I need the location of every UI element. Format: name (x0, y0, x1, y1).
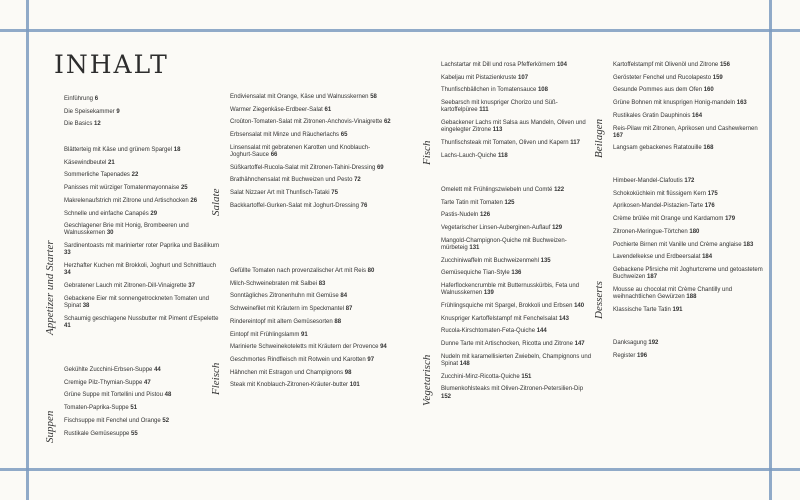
toc-entry-title: Die Speisekammer (64, 108, 115, 115)
toc-entry (230, 306, 392, 313)
toc-entry-page: 172 (684, 178, 695, 184)
toc-entry (230, 281, 392, 288)
toc-entry-page: 143 (558, 315, 569, 322)
toc-entry-title: Mangold-Champignon-Quiche mit Buchweizen-mürbeteig (441, 237, 567, 252)
toc-entry-title: Linsensalat mit gebratenen Karotten und Knoblauch-Joghurt-Sauce (230, 144, 371, 159)
toc-entry-title: Klassische Tarte Tatin (613, 306, 671, 313)
toc-entry-page: 136 (511, 270, 522, 277)
toc-entry-title: Lachs-Lauch-Quiche (441, 152, 497, 159)
toc-entry (64, 147, 224, 154)
toc-entry-page: 148 (459, 361, 470, 368)
toc-entry-title: Knuspriger Kartoffelstampf mit Fenchelsalat (441, 315, 558, 322)
toc-entry (230, 94, 392, 101)
toc-entry-page: 156 (719, 62, 730, 68)
toc-entry-title: Rustikale Gemüsesuppe (64, 430, 130, 437)
toc-entry-page: 139 (483, 290, 494, 297)
toc-entry-title: Omelett mit Frühlingszwiebeln und Comté (441, 187, 553, 193)
toc-entry-page: 6 (94, 96, 99, 102)
toc-entry-title: Gekühlte Zucchini-Erbsen-Suppe (64, 367, 153, 373)
toc-entry-title: Eintopf mit Frühlingslamm (230, 331, 300, 338)
toc-entries (613, 178, 765, 319)
toc-entry (64, 211, 224, 218)
toc-entry-title: Blätterteig mit Käse und grünem Spargel (64, 147, 173, 153)
toc-entry-title: Pastis-Nudeln (441, 212, 479, 219)
toc-entry (230, 132, 392, 139)
toc-entry-page: 22 (131, 172, 139, 179)
section-label: Vegetarisch (421, 354, 433, 406)
toc-entry (613, 267, 765, 281)
toc-entry (64, 283, 224, 290)
toc-entry-title: Gemüsequiche Tian-Style (441, 270, 510, 277)
toc-entry-page: 152 (441, 393, 452, 400)
toc-entry-page: 58 (370, 94, 377, 100)
toc-entries (613, 62, 765, 158)
toc-entry-page: 38 (82, 302, 90, 309)
toc-entry-title: Endiviensalat mit Orange, Käse und Walnusskernen (230, 94, 369, 100)
toc-entry-page: 84 (340, 293, 348, 300)
toc-entry-title: Blumenkohlsteaks mit Oliven-Zitronen-Petersilien-Dip (441, 386, 584, 393)
toc-entry (613, 75, 765, 82)
toc-entry (230, 119, 392, 126)
toc-entry-page: 196 (637, 352, 648, 359)
toc-entry (441, 341, 593, 348)
toc-entry-page: 80 (367, 268, 375, 274)
toc-entries (441, 62, 593, 165)
toc-entry (441, 303, 593, 310)
toc-entry-page: 18 (173, 147, 181, 153)
toc-entry (441, 258, 593, 265)
toc-entry-title: Grüne Suppe mit Tortellini und Pistou (64, 392, 163, 399)
toc-entries (441, 187, 593, 406)
toc-entry (64, 96, 224, 103)
toc-entry-title: Thunfischsteak mit Tomaten, Oliven und Kapern (441, 139, 569, 146)
section-label: Fisch (421, 140, 433, 165)
toc-entry (441, 87, 593, 94)
toc-entry-title: Himbeer-Mandel-Clafoutis (613, 178, 683, 184)
toc-entry-page: 34 (64, 270, 71, 277)
toc-entry (613, 287, 765, 301)
toc-entry-page: 88 (334, 318, 342, 325)
toc-entry (613, 254, 765, 261)
toc-entry-page: 97 (367, 356, 375, 363)
toc-entry (64, 109, 224, 116)
toc-entry (64, 121, 224, 128)
toc-entry (230, 357, 392, 364)
toc-entry-title: Rustikales Gratin Dauphinois (613, 112, 691, 119)
toc-entry (64, 367, 224, 374)
toc-entry-title: Gebackene Eier mit sonnengetrockneten Tomaten und Spinat (64, 295, 209, 309)
toc-entry-page: 144 (536, 328, 547, 335)
toc-entry-page: 126 (480, 212, 491, 219)
toc-entry-title: Panisses mit würziger Tomatenmayonnaise (64, 185, 180, 192)
toc-entry-title: Mousse au chocolat mit Crème Chantilly und weihnachtlichen Gewürzen (613, 286, 733, 301)
toc-entry-title: Kartoffelstampf mit Olivenöl und Zitrone (613, 62, 719, 68)
toc-entry (613, 307, 765, 314)
toc-entry-title: Frühlingsquiche mit Spargel, Brokkoli und Erbsen (441, 303, 573, 310)
toc-entry-page: 62 (383, 119, 391, 126)
toc-entry-title: Käsewindbeutel (64, 159, 107, 166)
toc-entry-title: Seebarsch mit knuspriger Chorizo und Süß-kartoffelpüree (441, 100, 558, 114)
toc-entry (230, 344, 392, 351)
toc-entry (441, 212, 593, 219)
toc-entry-page: 113 (492, 127, 503, 134)
toc-entry-page: 26 (190, 197, 198, 204)
page-title: INHALT (54, 50, 169, 79)
toc-entry-title: Schokoküchlein mit flüssigem Kern (613, 190, 707, 197)
toc-entry-title: Cremige Pilz-Thymian-Suppe (64, 379, 143, 386)
toc-entry (441, 270, 593, 277)
toc-entries (613, 340, 765, 365)
toc-entry-page: 175 (707, 190, 718, 197)
toc-entry (441, 140, 593, 147)
toc-entry-page: 184 (702, 254, 713, 261)
toc-entry (230, 145, 392, 159)
toc-entry-page: 91 (301, 331, 308, 338)
toc-entry-title: Gebratener Lauch mit Zitronen-Dill-Vinaigrette (64, 282, 187, 289)
toc-entry-title: Gerösteter Fenchel und Rucolapesto (613, 74, 712, 81)
toc-entry-title: Süßkartoffel-Rucola-Salat mit Zitronen-Tahini-Dressing (230, 164, 376, 171)
toc-entry-page: 164 (692, 112, 703, 119)
toc-entry-page: 188 (686, 294, 697, 301)
toc-entry-page: 30 (106, 230, 114, 237)
toc-entry-title: Gesunde Pommes aus dem Ofen (613, 87, 703, 94)
toc-entry (230, 319, 392, 326)
toc-entry-title: Milch-Schweinebraten mit Salbei (230, 280, 318, 287)
toc-entry-page: 104 (556, 62, 567, 68)
toc-entry-title: Geschmortes Rindfleisch mit Rotwein und Karotten (230, 356, 366, 363)
toc-entry (613, 203, 765, 210)
toc-entry-title: Die Basics (64, 121, 93, 128)
toc-entry-page: 21 (108, 159, 115, 166)
toc-entry-title: Crème brûlée mit Orange und Kardamom (613, 216, 724, 223)
toc-entry (441, 120, 593, 134)
toc-entry (441, 100, 593, 114)
toc-entry (64, 198, 224, 205)
toc-entry-title: Fischsuppe mit Fenchel und Orange (64, 417, 161, 424)
toc-entry-page: 151 (521, 373, 532, 380)
toc-entry-page: 135 (540, 257, 551, 264)
toc-entry-page: 131 (469, 245, 480, 252)
toc-entry-page: 191 (672, 306, 683, 313)
toc-entry-title: Aprikosen-Mandel-Pistazien-Tarte (613, 203, 704, 210)
toc-entry-title: Herzhafter Kuchen mit Brokkoli, Joghurt und Schnittlauch (64, 263, 217, 270)
toc-entry-page: 41 (64, 322, 71, 329)
toc-entry-page: 75 (331, 190, 338, 197)
toc-entry (613, 113, 765, 120)
toc-entry-page: 192 (648, 340, 659, 346)
toc-entry (441, 62, 593, 69)
toc-entry (613, 62, 765, 69)
toc-entry-title: Brathähnchensalat mit Buchweizen und Pesto (230, 177, 353, 184)
toc-entry (613, 100, 765, 107)
toc-entry (230, 268, 392, 275)
toc-entry-title: Lavendelkekse und Erdbeersalat (613, 254, 701, 261)
toc-entry-page: 33 (64, 250, 71, 257)
toc-entry-title: Register (613, 352, 636, 359)
toc-entry (613, 191, 765, 198)
toc-entry (441, 75, 593, 82)
toc-entry (230, 370, 392, 377)
toc-entry (230, 203, 392, 210)
toc-entry-page: 66 (270, 152, 278, 159)
toc-entry-page: 160 (703, 87, 714, 94)
toc-entry (441, 316, 593, 323)
toc-entry-page: 61 (324, 106, 332, 113)
toc-entry (441, 153, 593, 160)
toc-entry-page: 140 (574, 303, 585, 310)
border-right-line (769, 0, 772, 500)
toc-entry-title: Makrelenaufstrich mit Zitrone und Artischocken (64, 197, 189, 204)
toc-entry-page: 180 (689, 228, 700, 235)
toc-entry-page: 94 (380, 344, 387, 351)
toc-entry-title: Zucchini-Minz-Ricotta-Quiche (441, 373, 520, 380)
toc-entry (441, 200, 593, 207)
toc-entries (64, 96, 224, 134)
toc-entry-page: 107 (518, 74, 529, 81)
toc-entry-title: Geschlagener Brie mit Honig, Brombeeren und Walnusskernen (64, 223, 189, 237)
toc-entry-title: Salat Nizzaer Art mit Thunfisch-Tataki (230, 190, 330, 197)
toc-entry-page: 25 (180, 185, 188, 192)
toc-entry-title: Nudeln mit karamellisierten Zwiebeln, Champignons und Spinat (441, 353, 592, 368)
toc-entry (441, 386, 593, 400)
toc-entry-title: Sardinentoasts mit marinierter roter Paprika und Basilikum (64, 243, 220, 250)
toc-entry-page: 98 (344, 369, 352, 376)
toc-entry-title: Schaumig geschlagene Nussbutter mit Piment d’Espelette (64, 315, 219, 322)
toc-entry-title: Erbsensalat mit Minze und Räucherlachs (230, 132, 340, 139)
toc-entry (230, 107, 392, 114)
toc-entry-page: 65 (340, 132, 348, 139)
toc-entry-title: Backkartoffel-Gurken-Salat mit Joghurt-Dressing (230, 202, 359, 209)
toc-entry-page: 55 (131, 430, 138, 437)
section-label: Beilagen (593, 118, 605, 158)
toc-entry-title: Vegetarischer Linsen-Auberginen-Auflauf (441, 225, 551, 232)
toc-entry-page: 179 (725, 216, 736, 223)
toc-entry (64, 223, 224, 237)
toc-entry-title: Kabeljau mit Pistazienkruste (441, 74, 517, 81)
toc-entry-page: 37 (188, 282, 195, 289)
toc-entry (613, 126, 765, 140)
toc-entry-title: Gebackener Lachs mit Salsa aus Mandeln, Oliven und eingelegter Zitrone (441, 120, 586, 134)
toc-entry-page: 176 (704, 203, 715, 210)
toc-entry (64, 160, 224, 167)
toc-entry-title: Schnelle und einfache Canapés (64, 210, 149, 217)
toc-entry-title: Reis-Pilaw mit Zitronen, Aprikosen und Cashewkernen (613, 125, 758, 132)
toc-entry-title: Tomaten-Paprika-Suppe (64, 405, 129, 412)
toc-entry-title: Sommerliche Tapenades (64, 172, 130, 179)
toc-entry (230, 190, 392, 197)
toc-entry (441, 354, 593, 368)
toc-entry (64, 380, 224, 387)
toc-entry-title: Danksagung (613, 340, 647, 346)
toc-entry (613, 178, 765, 185)
toc-entry-page: 87 (345, 306, 353, 313)
toc-entry-title: Warmer Ziegenkäse-Erdbeer-Salat (230, 106, 323, 113)
toc-entry-page: 163 (736, 100, 747, 107)
toc-entry-page: 159 (712, 74, 723, 81)
toc-entry-page: 69 (376, 164, 384, 171)
toc-entry-title: Dunne Tarte mit Artischocken, Ricotta und Zitrone (441, 341, 573, 348)
toc-entry-title: Langsam gebackenes Ratatouille (613, 145, 702, 152)
toc-entry-title: Rucola-Kirschtomaten-Feta-Quiche (441, 328, 536, 335)
border-top-line (0, 29, 800, 32)
toc-entry-title: Rindereintopf mit altem Gemüsesorten (230, 318, 333, 325)
toc-entry-page: 122 (554, 187, 565, 193)
toc-entry-page: 117 (570, 139, 580, 146)
toc-entry (613, 87, 765, 94)
toc-entry-page: 167 (613, 132, 624, 139)
toc-entry-page: 12 (94, 121, 101, 128)
toc-entry-title: Zucchiniwaffeln mit Buchweizenmehl (441, 257, 539, 264)
toc-entry (64, 263, 224, 277)
toc-entry-title: Steak mit Knoblauch-Zitronen-Kräuter-butter (230, 382, 349, 389)
toc-entry-title: Hähnchen mit Estragon und Champignons (230, 369, 344, 376)
toc-entries (230, 94, 392, 216)
toc-entry (230, 165, 392, 172)
toc-entry (230, 382, 392, 389)
toc-entry-page: 108 (537, 87, 548, 94)
border-bottom-line (0, 468, 800, 471)
toc-entry (64, 316, 224, 330)
toc-entry (64, 185, 224, 192)
toc-entry (64, 243, 224, 257)
toc-entry (613, 229, 765, 236)
toc-entry (441, 374, 593, 381)
toc-entries (64, 147, 224, 335)
toc-entry (613, 340, 765, 347)
toc-entry-page: 129 (552, 225, 563, 232)
toc-entry (441, 225, 593, 232)
toc-entry-title: Zitronen-Meringue-Törtchen (613, 228, 688, 235)
toc-entry (441, 328, 593, 335)
section-label: Desserts (593, 281, 605, 319)
toc-entry-title: Thunfischbällchen in Tomatensauce (441, 87, 537, 94)
toc-entry (441, 238, 593, 252)
toc-entry (441, 187, 593, 194)
toc-entry-page: 101 (349, 382, 360, 389)
toc-entry-page: 29 (150, 210, 158, 217)
toc-entry (441, 283, 593, 297)
toc-entry-title: Sonntägliches Zitronenhuhn mit Gemüse (230, 293, 339, 300)
toc-entry-page: 187 (647, 274, 658, 281)
toc-entry (613, 145, 765, 152)
toc-entry-page: 183 (743, 241, 754, 248)
toc-entry-page: 44 (154, 367, 161, 373)
toc-entry-title: Tarte Tatin mit Tomaten (441, 199, 503, 206)
toc-entry-page: 51 (130, 405, 138, 412)
toc-entry (613, 353, 765, 360)
section-label: Fleisch (210, 362, 222, 395)
toc-entry (64, 296, 224, 310)
toc-entry-page: 125 (504, 199, 515, 206)
toc-entry-title: Einführung (64, 96, 94, 102)
toc-entry (613, 216, 765, 223)
toc-entry-page: 118 (498, 152, 508, 159)
toc-entry (64, 405, 224, 412)
toc-entry-title: Pochierte Birnen mit Vanille und Crème anglaise (613, 241, 742, 248)
toc-entry-page: 76 (360, 202, 368, 209)
section-label: Salate (210, 188, 222, 216)
section-label: Suppen (44, 410, 56, 443)
toc-entry-title: Lachstartar mit Dill und rosa Pfefferkörnern (441, 62, 556, 68)
toc-entry (64, 172, 224, 179)
toc-entry (230, 293, 392, 300)
toc-entry-title: Grüne Bohnen mit knusprigen Honig-mandeln (613, 100, 736, 107)
toc-entry (230, 177, 392, 184)
toc-entry-title: Marinierte Schweinekoteletts mit Kräutern der Provence (230, 344, 379, 351)
toc-entry-page: 168 (703, 145, 714, 152)
toc-entry (230, 332, 392, 339)
toc-entry-page: 111 (479, 107, 489, 114)
toc-entry-title: Gefüllte Tomaten nach provenzalischer Art mit Reis (230, 268, 366, 274)
toc-entry (613, 242, 765, 249)
toc-entry-title: Schweinefilet mit Kräutern im Speckmantel (230, 306, 345, 313)
toc-entry-page: 83 (318, 280, 326, 287)
toc-entry-page: 72 (354, 177, 361, 184)
toc-entry-page: 48 (164, 392, 172, 399)
toc-entry (64, 392, 224, 399)
toc-entry-title: Gebackene Pfirsiche mit Joghurtcreme und getoastetem Buchweizen (613, 266, 763, 281)
toc-entry-title: Croûton-Tomaten-Salat mit Zitronen-Anchovis-Vinaigrette (230, 119, 383, 126)
toc-entry-page: 47 (144, 379, 151, 386)
toc-entry-title: Haferflockencrumble mit Butternusskürbis, Feta und Walnusskernen (441, 283, 580, 297)
toc-entries (64, 367, 224, 443)
toc-entry-page: 9 (116, 108, 120, 115)
toc-entry-page: 147 (574, 341, 585, 348)
toc-entries (230, 268, 392, 395)
border-left-line (26, 0, 29, 500)
toc-entry-page: 52 (162, 417, 170, 424)
toc-entry (64, 418, 224, 425)
section-label: Appetizer und Starter (44, 240, 56, 335)
toc-entry (64, 431, 224, 438)
